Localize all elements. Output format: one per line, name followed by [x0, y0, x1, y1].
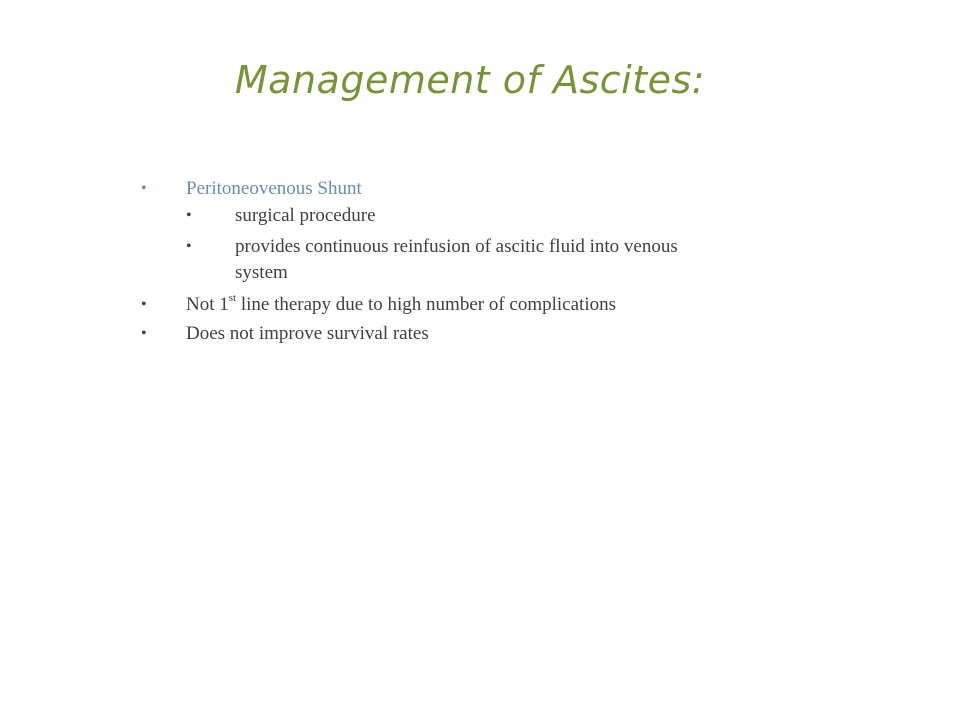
bullet-icon: • [141, 325, 147, 342]
item-prefix: Not 1 [186, 294, 229, 315]
list-item-reinfusion-cont: system [235, 262, 288, 283]
list-item-survival: Does not improve survival rates [186, 323, 429, 344]
list-item-reinfusion: provides continuous reinfusion of ascitic fluid into venous [235, 236, 678, 257]
list-item-surgical: surgical procedure [235, 205, 376, 226]
slide-title: Management of Ascites: [234, 58, 706, 102]
bullet-icon: • [186, 207, 192, 224]
list-item-not-first-line [186, 291, 617, 316]
bullet-icon: • [186, 238, 192, 255]
bullet-icon: • [141, 180, 147, 197]
list-item-shunt: Peritoneovenous Shunt [186, 178, 362, 199]
bullet-icon: • [141, 296, 147, 313]
ordinal-suffix: st [228, 291, 237, 304]
item-suffix: line therapy due to high number of complications [236, 294, 617, 315]
